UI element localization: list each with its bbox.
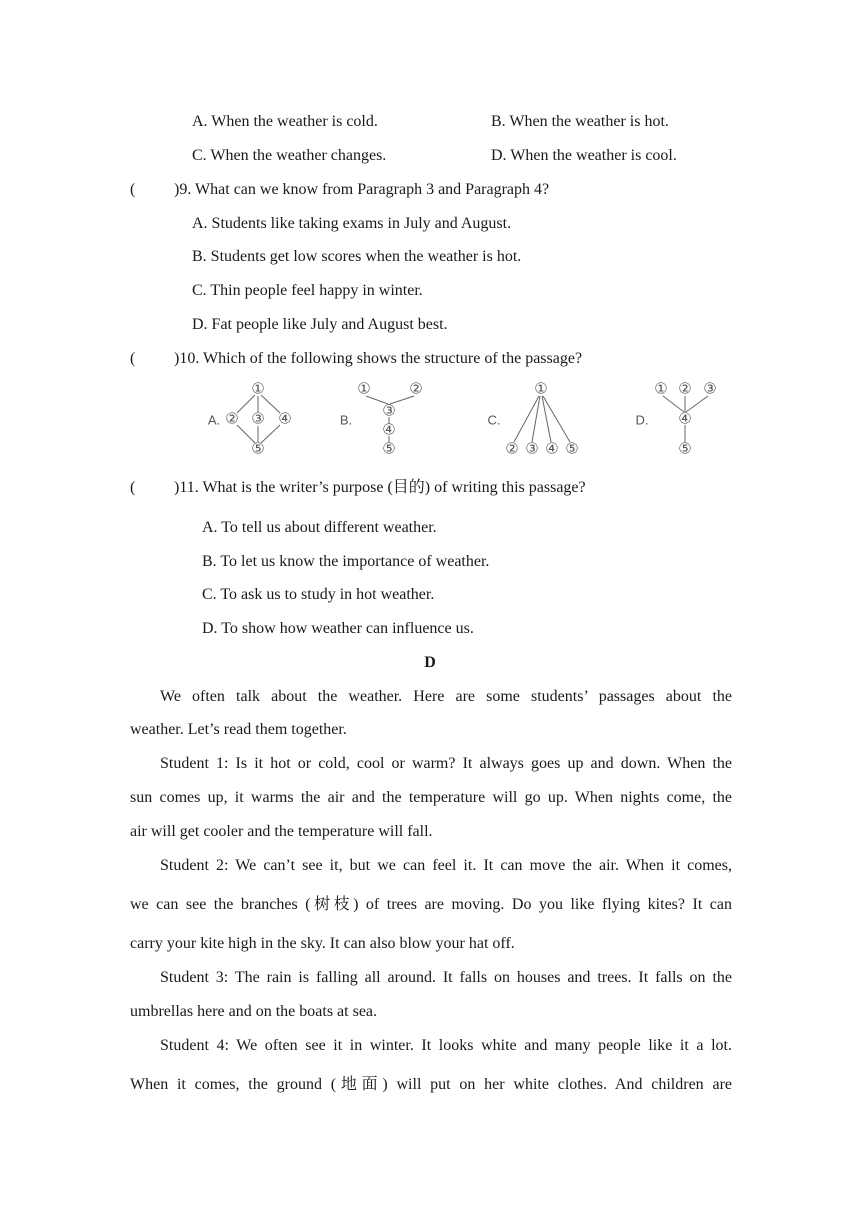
student2-line-2: we can see the branches (树枝) of trees are moving. Do you like flying kites? It can [130,896,732,913]
q11-option-b: B. To let us know the importance of weather. [202,553,490,570]
q9-stem-line [130,180,549,200]
section-d-heading: D [424,654,436,671]
answer-blank[interactable]: ( [130,350,136,367]
diagram-a-node-4: ④ [278,410,292,428]
diagram-d-node-3: ③ [703,380,717,398]
student2-line-1: Student 2: We can’t see it, but we can feel it. It can move the air. When it comes, [160,857,732,874]
diagram-c-node-4: ④ [545,440,559,458]
intro-line-2: weather. Let’s read them together. [130,721,347,738]
diagram-d-node-4: ④ [678,410,692,428]
diagram-label-b: B. [339,412,353,428]
q11-option-a: A. To tell us about different weather. [202,519,437,536]
student1-line-3: air will get cooler and the temperature will fall. [130,823,433,840]
q8-option-b: B. When the weather is hot. [491,113,669,130]
student2-line-3: carry your kite high in the sky. It can also blow your hat off. [130,935,515,952]
diagram-c-node-2: ② [505,440,519,458]
q8-option-d: D. When the weather is cool. [491,147,677,164]
student4-line-2: When it comes, the ground (地面) will put on her white clothes. And children are [130,1076,732,1093]
student1-line-1: Student 1: Is it hot or cold, cool or warm? It always goes up and down. When the [160,755,732,772]
diagram-label-a: A. [207,412,221,428]
q9-option-d: D. Fat people like July and August best. [192,316,448,333]
student4-line-1: Student 4: We often see it in winter. It looks white and many people like it a lot. [160,1037,732,1054]
diagram-a-node-3: ③ [251,410,265,428]
q9-stem: )9. What can we know from Paragraph 3 and Paragraph 4? [174,181,550,198]
q11-stem: )11. What is the writer’s purpose (目的) of writing this passage? [174,479,586,496]
diagram-a-node-1: ① [251,380,265,398]
diagram-a-node-2: ② [225,410,239,428]
q9-option-c: C. Thin people feel happy in winter. [192,282,423,299]
student3-line-2: umbrellas here and on the boats at sea. [130,1003,378,1020]
q11-option-c: C. To ask us to study in hot weather. [202,586,435,603]
diagram-c-node-5: ⑤ [565,440,579,458]
diagram-d-node-2: ② [678,380,692,398]
student3-line-1: Student 3: The rain is falling all around. It falls on houses and trees. It falls on the [160,969,732,986]
q10-stem: )10. Which of the following shows the structure of the passage? [174,350,583,367]
q11-stem-line [130,478,586,498]
diagram-b-node-4: ④ [382,421,396,439]
diagram-b-node-3: ③ [382,402,396,420]
diagram-label-c: C. [487,412,501,428]
answer-blank[interactable]: ( [130,479,136,496]
diagram-a-node-5: ⑤ [251,440,265,458]
student1-line-2: sun comes up, it warms the air and the temperature will go up. When nights come, the [130,789,732,806]
answer-blank[interactable]: ( [130,181,136,198]
q9-option-b: B. Students get low scores when the weather is hot. [192,248,522,265]
q11-option-d: D. To show how weather can influence us. [202,620,474,637]
diagram-d-node-1: ① [654,380,668,398]
q10-stem-line [130,349,582,369]
q8-option-c: C. When the weather changes. [192,147,387,164]
diagram-c-node-3: ③ [525,440,539,458]
diagram-b-node-2: ② [409,380,423,398]
intro-line-1: We often talk about the weather. Here are some students’ passages about the [160,688,732,705]
diagram-label-d: D. [635,412,649,428]
diagram-b-node-5: ⑤ [382,440,396,458]
diagram-b-node-1: ① [357,380,371,398]
structure-diagrams [200,378,730,460]
q9-option-a: A. Students like taking exams in July and August. [192,215,512,232]
diagram-d-node-5: ⑤ [678,440,692,458]
q8-option-a: A. When the weather is cold. [192,113,378,130]
diagram-c-node-1: ① [534,380,548,398]
